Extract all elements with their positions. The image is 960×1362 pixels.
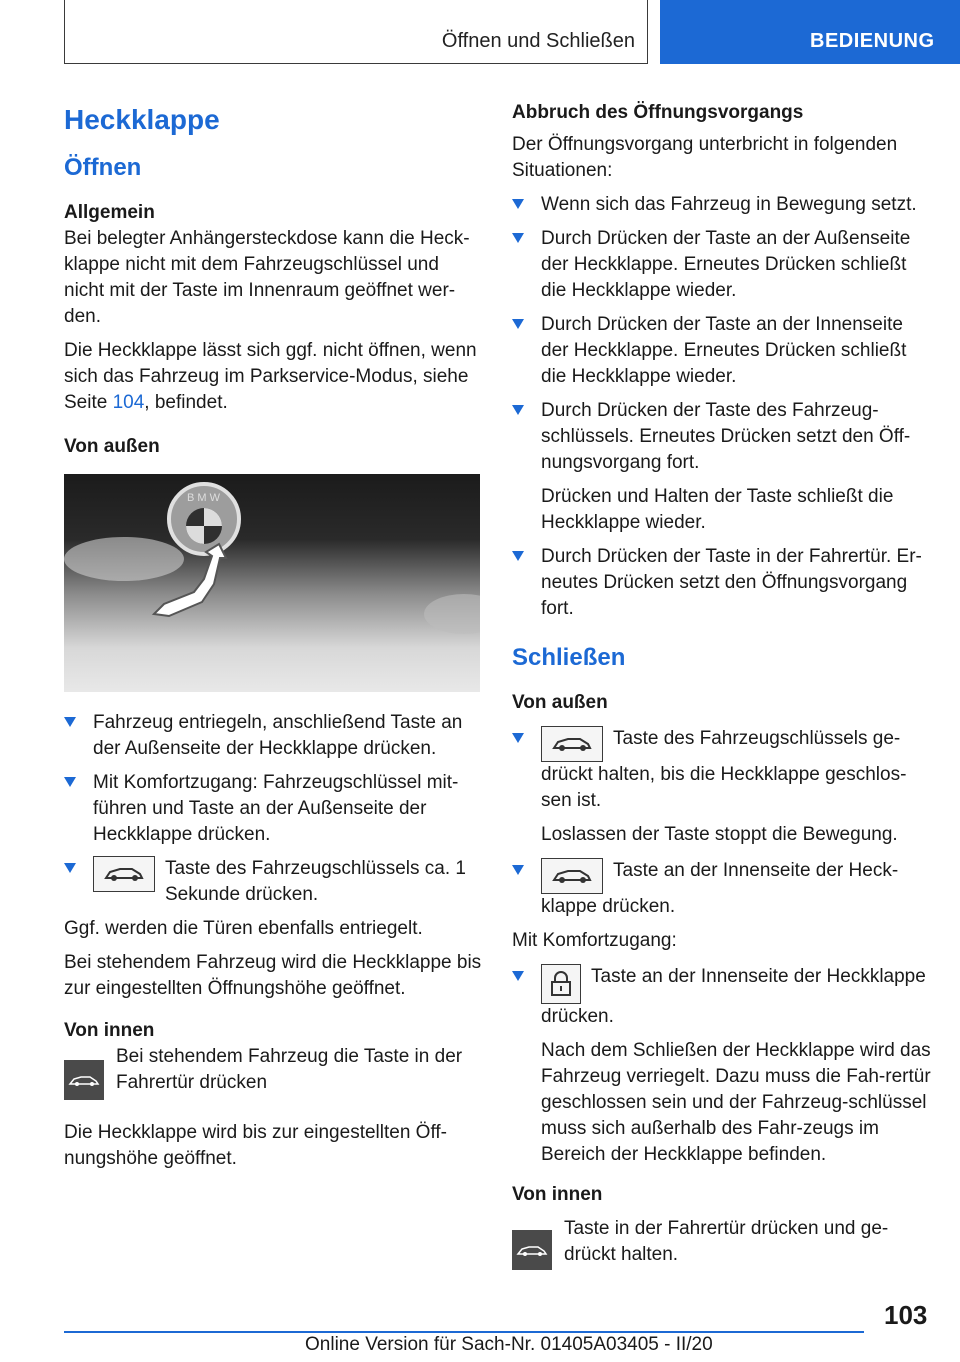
abort-item-4: Durch Drücken der Taste des Fahrzeug-schlüssels. Erneutes Drücken setzt den Öff-nungsvorgang fort.: [541, 400, 911, 473]
triangle-bullet-icon: [512, 233, 524, 243]
list-item: [512, 226, 932, 304]
outside-item-3: Taste des Fahrzeugschlüssels ca. 1 Sekunde drücken.: [165, 858, 466, 905]
bmw-logo-text: B M W: [187, 492, 220, 504]
triangle-bullet-icon: [512, 405, 524, 415]
footer-divider: [64, 1331, 864, 1333]
triangle-bullet-icon: [512, 971, 524, 981]
header-chapter-box: [660, 0, 960, 64]
outside-paragraph-2: Bei stehendem Fahrzeug wird die Heckklappe bis zur eingestellten Öffnungshöhe geöffnet.: [64, 952, 482, 999]
heading-general: Allgemein: [64, 202, 155, 223]
page-number: 103: [884, 1300, 928, 1330]
list-item: [512, 398, 932, 536]
outside-paragraph-1: Ggf. werden die Türen ebenfalls entriegelt.: [64, 918, 423, 939]
comfort-item: Taste an der Innenseite der Heckklappe drücken.: [541, 966, 926, 1027]
general-paragraph-2-start: Die Heckklappe lässt sich ggf. nicht öffnen, wenn sich das Fahrzeug im Parkservice-Modus, siehe Seite: [64, 340, 477, 413]
footer-online-version: Online Version für Sach-Nr. 01405A03405 - II/20: [305, 1334, 713, 1355]
close-inside-text: Taste in der Fahrertür drücken und ge-drückt halten.: [564, 1218, 889, 1265]
triangle-bullet-icon: [512, 551, 524, 561]
heading-outside: Von außen: [64, 436, 160, 457]
page-link-104[interactable]: 104: [112, 392, 145, 413]
abort-item-3: Durch Drücken der Taste an der Innenseite der Heckklappe. Erneutes Drücken schließt die Heckklappe wieder.: [541, 314, 907, 387]
car-trunk-key-icon: [93, 856, 155, 892]
heading-close-outside: Von außen: [512, 692, 608, 713]
abort-item-4-sub: Drücken und Halten der Taste schließt die Heckklappe wieder.: [541, 486, 894, 533]
abort-item-1: Wenn sich das Fahrzeug in Bewegung setzt.: [541, 194, 917, 215]
header-section-title: Öffnen und Schließen: [441, 30, 635, 52]
triangle-bullet-icon: [512, 199, 524, 209]
car-trunk-key-icon: [541, 726, 603, 762]
abort-item-5: Durch Drücken der Taste in der Fahrertür. Er-neutes Drücken setzt den Öffnungsvorgang fort.: [541, 546, 922, 619]
heading-close-inside: Von innen: [512, 1184, 603, 1205]
triangle-bullet-icon: [64, 717, 76, 727]
list-item: [512, 192, 932, 218]
list-item: [512, 544, 932, 622]
comfort-sub: Nach dem Schließen der Heckklappe wird das Fahrzeug verriegelt. Dazu muss die Fah-rertür geschlossen sein und der Fahrzeug-schlüssel muss sich außerhalb des Fahr-zeugs im Bereich der Heckklappe befinden.: [541, 1040, 931, 1165]
abort-intro: Der Öffnungsvorgang unterbricht in folgenden Situationen:: [512, 134, 898, 181]
list-item: [512, 858, 932, 920]
lock-icon: [541, 964, 581, 1004]
list-item: [512, 964, 932, 1168]
heading-abort: Abbruch des Öffnungsvorgangs: [512, 102, 804, 123]
header-chapter-title: BEDIENUNG: [810, 30, 935, 52]
heading-inside: Von innen: [64, 1020, 155, 1041]
inside-text: Bei stehendem Fahrzeug die Taste in der Fahrertür drücken: [116, 1046, 463, 1093]
list-item: [512, 726, 932, 848]
car-trunk-door-button-icon: [512, 1230, 552, 1270]
general-paragraph-2-end: , befindet.: [144, 392, 228, 413]
page-title: Heckklappe: [64, 104, 220, 135]
right-column: [512, 100, 932, 1276]
list-item: [512, 312, 932, 390]
car-trunk-key-icon: [541, 858, 603, 894]
section-title-close: Schließen: [512, 644, 626, 671]
list-item: [64, 770, 484, 848]
header-section-box: [64, 0, 648, 64]
outside-item-1: Fahrzeug entriegeln, anschließend Taste an der Außenseite der Heckklappe drücken.: [93, 712, 463, 759]
left-column: [64, 100, 484, 1180]
close-item-1: Taste des Fahrzeugschlüssels ge-drückt halten, bis die Heckklappe geschlos-sen ist.: [541, 728, 907, 811]
triangle-bullet-icon: [512, 733, 524, 743]
close-item-2: Taste an der Innenseite der Heck-klappe drücken.: [541, 860, 899, 917]
trunk-illustration: [64, 474, 480, 692]
close-inside-instruction: [512, 1216, 932, 1276]
outside-item-2: Mit Komfortzugang: Fahrzeugschlüssel mit-führen und Taste an der Außenseite der Heckklappe drücken.: [93, 772, 459, 845]
triangle-bullet-icon: [64, 863, 76, 873]
general-paragraph-1: Bei belegter Anhängersteckdose kann die Heck-klappe nicht mit dem Fahrzeugschlüssel und nicht mit der Taste im Innenraum geöffnet wer-den.: [64, 228, 470, 327]
close-item-1-sub: Loslassen der Taste stoppt die Bewegung.: [541, 824, 898, 845]
general-paragraph-2: [64, 338, 484, 416]
triangle-bullet-icon: [64, 777, 76, 787]
triangle-bullet-icon: [512, 865, 524, 875]
car-trunk-door-button-icon: [64, 1060, 104, 1100]
section-title-open: Öffnen: [64, 154, 142, 181]
list-item: [64, 710, 484, 762]
trunk-photo: [64, 474, 480, 692]
inside-paragraph: Die Heckklappe wird bis zur eingestellten Öff-nungshöhe geöffnet.: [64, 1122, 447, 1169]
comfort-label: Mit Komfortzugang:: [512, 930, 677, 951]
abort-item-2: Durch Drücken der Taste an der Außenseite der Heckklappe. Erneutes Drücken schließt die Heckklappe wieder.: [541, 228, 911, 301]
inside-instruction: [64, 1044, 484, 1104]
triangle-bullet-icon: [512, 319, 524, 329]
list-item: [64, 856, 484, 908]
